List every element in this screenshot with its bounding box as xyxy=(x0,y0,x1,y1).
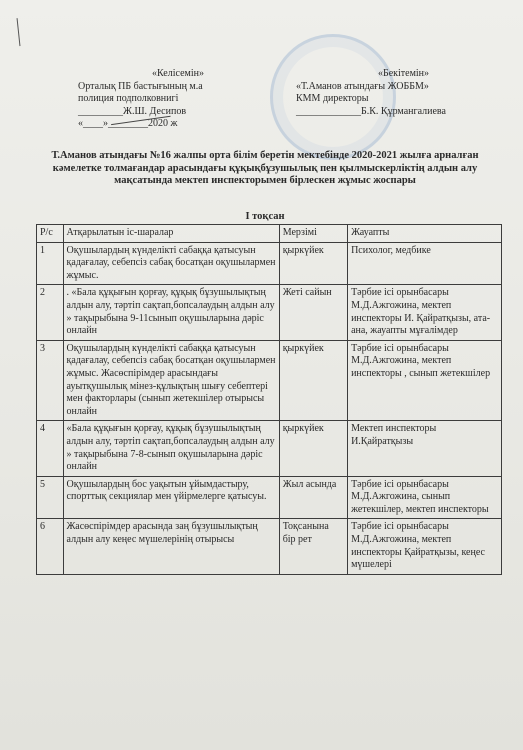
header-number: Р/с xyxy=(37,225,64,243)
agreement-block xyxy=(78,68,278,131)
row-activity: Оқушылардың күнделікті сабаққа қатысуын қадағалау, себепсіз сабақ босатқан оқушылармен жұмыс. Жасөспірімдер арасындағы ауытқушылық мінез-құлықтың шығу себептері мен факторлары (сынып жетекшілер отырысы онлайн xyxy=(63,340,279,421)
approval-line-2: КММ директоры xyxy=(296,93,369,104)
agreement-line-2: полиция подполковнигі xyxy=(78,93,179,104)
row-number: 4 xyxy=(37,421,64,476)
approval-label: «Бекітемін» xyxy=(377,68,430,79)
row-date: Жыл асында xyxy=(279,476,347,519)
table-row xyxy=(37,285,502,340)
row-date: Жеті сайын xyxy=(279,285,347,340)
header-activity: Атқарылатын іс-шаралар xyxy=(63,225,279,243)
agreement-signature-line: _________Ж.Ш. Десипов xyxy=(78,105,187,117)
approval-block xyxy=(296,68,511,118)
table-header-row xyxy=(37,225,502,243)
row-date: қыркүйек xyxy=(279,421,347,476)
approval-signature-line: _____________Б.К. Құрмангалиева xyxy=(296,105,446,117)
agreement-label: «Келісемін» xyxy=(152,68,204,79)
pen-mark xyxy=(17,18,24,46)
table-row xyxy=(37,519,502,574)
row-responsible: Тәрбие ісі орынбасары М.Д.Ажгожина, сынып жетекшілер, мектеп инспекторы xyxy=(348,476,502,519)
plan-table xyxy=(36,224,502,575)
row-activity: Жасөспірімдер арасында заң бұзушылықтың алдын алу кеңес мүшелерінің отырысы xyxy=(63,519,279,574)
row-responsible: Психолог, медбике xyxy=(348,242,502,285)
row-responsible: Тәрбие ісі орынбасары М.Д.Ажгожина, мектеп инспекторы И. Қайратқызы, ата-ана, жауапты мұғалімдер xyxy=(348,285,502,340)
row-responsible: Тәрбие ісі орынбасары М.Д.Ажгожина, мектеп инспекторы , сынып жетекшілер xyxy=(348,340,502,421)
row-activity: . «Бала құқығын қорғау, құқық бұзушылықтың алдын алу, тәртіп сақтап,бопсалаудың алдын алу » тақырыбына 9-11сынып оқушыларына дәріс онлайн xyxy=(63,285,279,340)
agreement-date-line: «____»________2020 ж xyxy=(78,118,178,129)
row-date: қыркүйек xyxy=(279,340,347,421)
row-number: 5 xyxy=(37,476,64,519)
header-responsible: Жауапты xyxy=(348,225,502,243)
table-row xyxy=(37,476,502,519)
approval-line-1: «Т.Аманов атындағы ЖОББМ» xyxy=(296,80,429,92)
row-activity: «Бала құқығын қорғау, құқық бұзушылықтың алдын алу, тәртіп сақтап,бопсалаудың алдын алу » тақырыбына 7-8-сынып оқушыларына дәріс онлайн xyxy=(63,421,279,476)
row-number: 3 xyxy=(37,340,64,421)
document-title: Т.Аманов атындағы №16 жалпы орта білім беретін мектебінде 2020-2021 жылға арналған кәмелетке толмағандар арасындағы құқықбұзушылық пен қылмыскерліктің алдын алу мақсатында мектеп инспекторымен бірлескен жұмыс жоспары xyxy=(51,150,479,186)
quarter-heading: I тоқсан xyxy=(245,211,285,222)
row-number: 6 xyxy=(37,519,64,574)
table-row xyxy=(37,421,502,476)
row-number: 1 xyxy=(37,242,64,285)
agreement-line-1: Орталық ПБ бастығының м.а xyxy=(78,80,203,92)
row-responsible: Мектеп инспекторы И.Қайратқызы xyxy=(348,421,502,476)
row-responsible: Тәрбие ісі орынбасары М.Д.Ажгожина, мектеп инспекторы Қайратқызы, кеңес мүшелері xyxy=(348,519,502,574)
row-date: қыркүйек xyxy=(279,242,347,285)
row-activity: Оқушылардың күнделікті сабаққа қатысуын қадағалау, себепсіз сабақ босатқан оқушылармен жұмыс. xyxy=(63,242,279,285)
row-number: 2 xyxy=(37,285,64,340)
row-activity: Оқушылардың бос уақытын ұйымдастыру, спорттық секциялар мен үйірмелерге қатысуы. xyxy=(63,476,279,519)
row-date: Тоқсанына бір рет xyxy=(279,519,347,574)
table-row xyxy=(37,340,502,421)
table-row xyxy=(37,242,502,285)
header-date: Мерзімі xyxy=(279,225,347,243)
